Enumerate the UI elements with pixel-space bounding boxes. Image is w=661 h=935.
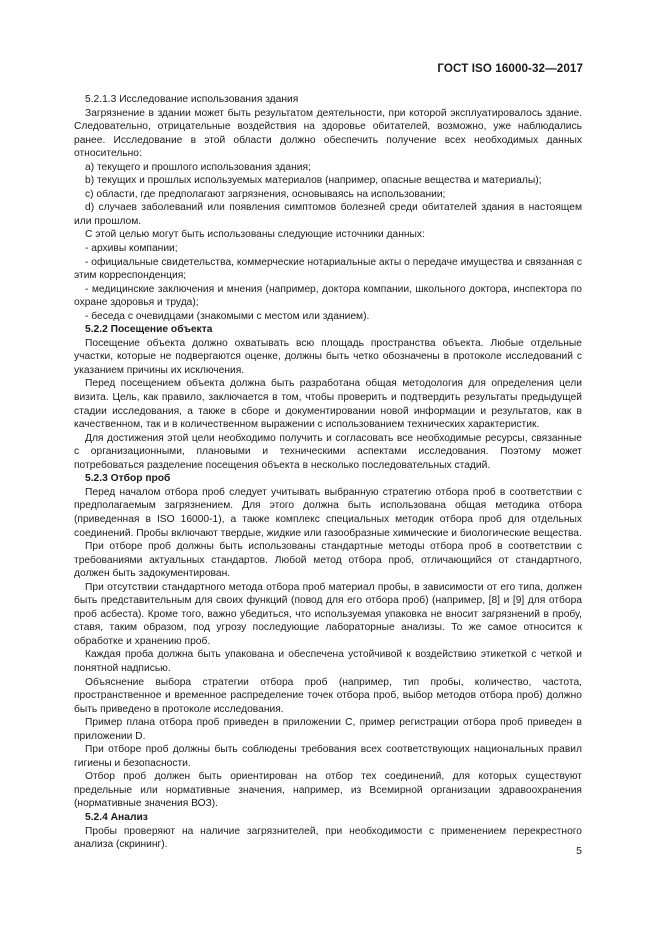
list-item: d) случаев заболеваний или появления симптомов болезней среди обитателей здания в настоящем или прошлом.: [74, 202, 582, 227]
section-heading-5-2-3: 5.2.3 Отбор проб: [85, 473, 171, 485]
paragraph: При отсутствии стандартного метода отбора проб материал пробы, в зависимости от его типа, должен быть представительным для своих функций (повод для его отбора проб) (например, [8] и [9] для отбора проб асбеста). Кроме того, важно убедиться, что используемая упаковка не вносит загрязнений в пробу, ставя, таким образом, под угрозу последующие лабораторные анализы. То же самое относится к обработке и хранению проб.: [74, 581, 582, 647]
page-number: 5: [576, 845, 582, 857]
paragraph: С этой целью могут быть использованы следующие источники данных:: [85, 229, 425, 241]
document-header: ГОСТ ISO 16000-32—2017: [437, 62, 583, 75]
paragraph: При отборе проб должны быть соблюдены требования всех соответствующих национальных правил гигиены и безопасности.: [74, 744, 582, 769]
paragraph: Загрязнение в здании может быть результатом деятельности, при которой эксплуатировалось здание. Следовательно, отрицательные воздействия на здоровье обитателей, возможно, уже наблюдались ранее. Исследование в этой области должно обеспечить получение всех необходимых данных относительно:: [74, 107, 582, 160]
paragraph: Перед началом отбора проб следует учитывать выбранную стратегию отбора проб в соответствии с предполагаемым загрязнением. Для этого должна быть использована общая методика отбора (приведенная в ISO 16000-1), а также комплекс специальных методик отбора проб для отдельных соединений. Пробы включают твердые, жидкие или газообразные химические и биологические вещества.: [74, 486, 582, 539]
list-item: b) текущих и прошлых используемых материалов (например, опасные вещества и материалы);: [85, 175, 542, 187]
list-item: a) текущего и прошлого использования здания;: [85, 161, 311, 173]
list-item: - официальные свидетельства, коммерческие нотариальные акты о передаче имущества и связанная с этим корреспонденция;: [74, 256, 582, 282]
section-heading-5-2-4: 5.2.4 Анализ: [85, 811, 148, 823]
paragraph: Объяснение выбора стратегии отбора проб (например, тип пробы, количество, частота, пространственное и временное распределение точек отбора проб, выбор методов отбора проб) должно быть приведено в протоколе исследования.: [74, 676, 582, 715]
paragraph: Перед посещением объекта должна быть разработана общая методология для определения цели визита. Цель, как правило, заключается в том, чтобы проверить и подтвердить результаты предыдущей стадии исследования, а также в сборе и документировании новой информации и результатов, как в качественном, так и в количественном выражении с использованием технических характеристик.: [74, 378, 582, 431]
paragraph: Посещение объекта должно охватывать всю площадь пространства объекта. Любые отдельные участки, которые не подвергаются оценке, должны быть четко обозначены в протоколе исследований с указанием причины их исключения.: [74, 337, 582, 376]
list-item: - архивы компании;: [85, 243, 178, 255]
subsection-heading-5-2-1-3: 5.2.1.3 Исследование использования здания: [85, 94, 299, 105]
list-item: - беседа с очевидцами (знакомыми с местом или зданием).: [85, 310, 370, 322]
list-item: c) области, где предполагают загрязнения, основываясь на использовании;: [85, 188, 446, 200]
paragraph: При отборе проб должны быть использованы стандартные методы отбора проб в соответствии с требованиями актуальных стандартов. Любой метод отбора проб, отличающийся от стандартного, должен быть задокументирован.: [74, 541, 582, 580]
document-body: [74, 93, 582, 852]
paragraph: Отбор проб должен быть ориентирован на отбор тех соединений, для которых существуют предельные или нормативные значения, например, из Всемирной организации здравоохранения (нормативные значения ВОЗ).: [74, 771, 582, 810]
list-item: - медицинские заключения и мнения (например, доктора компании, школьного доктора, инспектора по охране здоровья и труда);: [74, 283, 582, 309]
paragraph: Пробы проверяют на наличие загрязнителей, при необходимости с применением перекрестного анализа (скрининг).: [74, 825, 582, 851]
paragraph: Каждая проба должна быть упакована и обеспечена устойчивой к воздействию этикеткой с четкой и понятной надписью.: [74, 649, 582, 674]
paragraph: Для достижения этой цели необходимо получить и согласовать все необходимые ресурсы, связанные с организационными, плановыми и техническими аспектами исследования. Поэтому может потребоваться разделение посещения объекта в несколько последовательных стадий.: [74, 432, 582, 471]
paragraph: Пример плана отбора проб приведен в приложении С, пример регистрации отбора проб приведен в приложении D.: [74, 717, 582, 742]
section-heading-5-2-2: 5.2.2 Посещение объекта: [85, 324, 213, 336]
